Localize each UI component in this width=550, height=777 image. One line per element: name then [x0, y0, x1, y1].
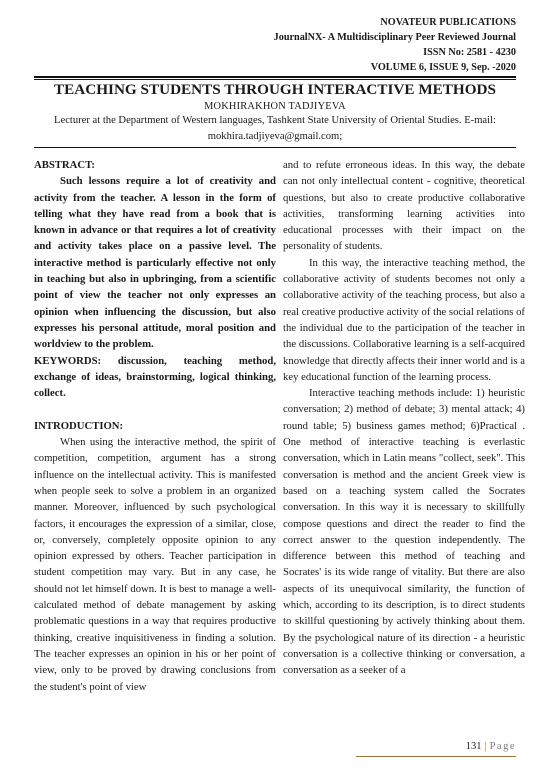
keywords: KEYWORDS: discussion, teaching method, exchange of ideas, brainstorming, logical thinking, collect. [34, 354, 276, 400]
volume-issue: VOLUME 6, ISSUE 9, Sep. -2020 [370, 62, 516, 73]
header-rule-thin [34, 79, 516, 80]
publisher-name: NOVATEUR PUBLICATIONS [380, 17, 516, 28]
issn: ISSN No: 2581 - 4230 [423, 47, 516, 58]
right-column [283, 157, 525, 679]
page-word: Page [489, 741, 516, 752]
introduction-heading: INTRODUCTION: [34, 419, 124, 432]
left-column [34, 157, 276, 695]
page-number: 131 [465, 741, 482, 752]
body-paragraph-3: Interactive teaching methods include: 1) heuristic conversation; 2) method of debate; 3) mental attack; 4) round table; 5) business games method; 6)Practical . One method of interactive teaching is everlastic conversation, which in Latin means "collect, seek". This conversation is method and the ancient Greek view is based on a teaching system called the Socrates conversation. In this way it is necessary to skillfully compose questions and direct the reader to find the correct answer to the question independently. The difference between this method of teaching and Socrates' is its wide range of vitality. But there are also aspects of its unequivocal similarity, the function of which, according to its description, is to direct students to skillful questioning by actively thinking about them. By the psychological nature of its direction - a heuristic conversation is a collective thinking or conversation, a conversation as a seeker of a [283, 387, 525, 677]
spacer [34, 401, 276, 417]
body-paragraph-2: In this way, the interactive teaching method, the collaborative activity of students becomes not only a collaborative activity of the teaching process, but also a real creative productive activity of the social relations of the individual due to the participation of the teacher in the discussions. Collaborative learning is a self-acquired knowledge that directly affects their inner world and is a key educational function of the learning process. [283, 256, 525, 383]
journal-name: JournalNX- A Multidisciplinary Peer Reviewed Journal [273, 32, 516, 43]
body-paragraph-1: and to refute erroneous ideas. In this way, the debate can not only intellectual content - cognitive, theoretical questions, but also to create productive collaborative activities, transforming learning activities into educational processes with their impact on the personality of students. [283, 159, 525, 253]
article-title: TEACHING STUDENTS THROUGH INTERACTIVE METHODS [54, 81, 496, 98]
journal-header [274, 15, 516, 75]
abstract-heading: ABSTRACT: [34, 159, 95, 171]
footer-rule [356, 756, 516, 757]
introduction-paragraph: When using the interactive method, the spirit of competition, competition, argument has a strong influence on the intellectual activity. This is manifested when people seek to solve a problem in an organized manner. Moreover, influenced by such psychological factors, it encourages the expression of a similar, close, or, conversely, completely opposite opinion to any opinion expressed by others. Teacher participation in student competition may vary. But in any case, he should not let himself down. It is best to manage a well-calculated method of debate management by asking problematic questions in a way that requires productive thinking, creative inquisitiveness in finding a solution. The teacher expresses an opinion in his or her point of view, only to be proved by drawing conclusions from the student's point of view [34, 436, 276, 693]
title-separator [34, 147, 516, 148]
author-name: MOKHIRAKHON TADJIYEVA [204, 101, 346, 112]
abstract-text: Such lessons require a lot of creativity and activity from the teacher. A lesson in the form of telling what they have read from a book that is known in advance or that requires a lot of creativity and activity takes place on a passive level. The interactive method is particularly effective not only in teaching but also in upbringing, from a scientific point of view the teacher not only expresses an opinion when influencing the discussion, but also expresses his personal attitude, moral position and worldview to the problem. [34, 175, 276, 351]
author-affiliation: Lecturer at the Department of Western languages, Tashkent State University of Oriental Studies. E-mail: mokhira.tadjiyeva@gmail.com; [54, 115, 496, 142]
footer-separator: | [484, 741, 487, 752]
page-footer [466, 741, 516, 752]
header-rule-thick [34, 76, 516, 78]
